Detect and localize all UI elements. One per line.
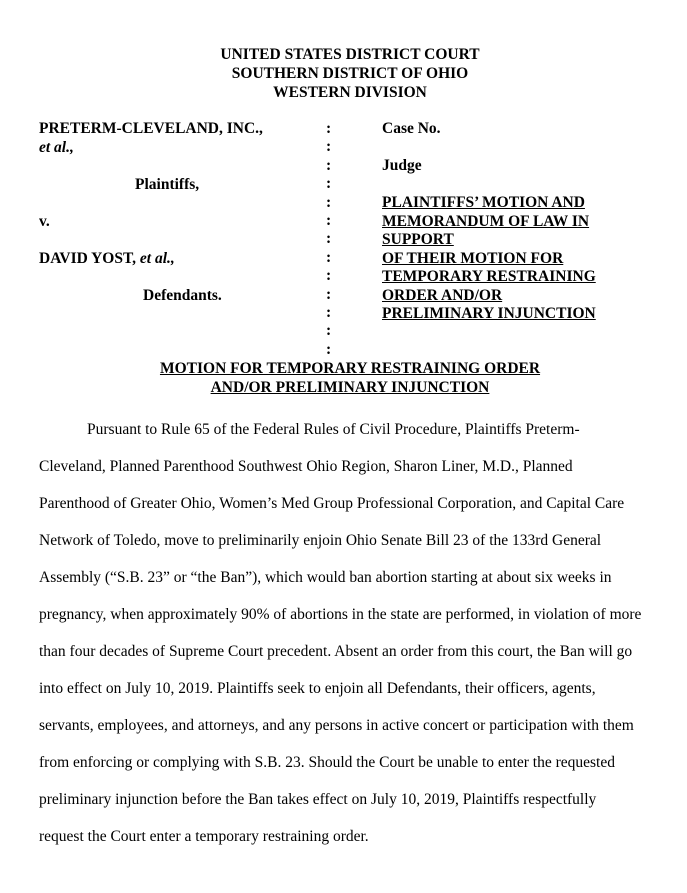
caption-colon: : <box>326 340 332 358</box>
caption-colon: : <box>326 248 332 266</box>
body-line: Pursuant to Rule 65 of the Federal Rules of Civil Procedure, Plaintiffs Preterm- <box>87 421 580 438</box>
body-line: from enforcing or complying with S.B. 23. Should the Court be unable to enter the requested <box>39 754 615 771</box>
document-title-line: ORDER AND/OR <box>382 286 503 304</box>
document-title-line: TEMPORARY RESTRAINING <box>382 268 596 285</box>
caption-spacer <box>382 176 622 195</box>
body-line: than four decades of Supreme Court precedent. Absent an order from this court, the Ban will go <box>39 643 633 660</box>
document-title <box>382 194 622 324</box>
motion-title-line: MOTION FOR TEMPORARY RESTRAINING ORDER <box>159 360 541 377</box>
body-line: pregnancy, when approximately 90% of abortions in the state are performed, in violation of more <box>39 606 642 623</box>
caption-colon: : <box>326 230 332 248</box>
defendant-line <box>39 250 319 269</box>
caption-spacer <box>39 157 319 176</box>
document-title-line: PLAINTIFFS’ MOTION AND <box>382 194 585 211</box>
judge-label: Judge <box>382 157 422 174</box>
motion-title-line: AND/OR PRELIMINARY INJUNCTION <box>210 379 490 396</box>
caption-parties <box>39 120 319 305</box>
caption-spacer <box>382 139 622 158</box>
caption-colon: : <box>326 175 332 193</box>
caption-colon: : <box>326 322 332 340</box>
caption-colon: : <box>326 156 332 174</box>
caption-spacer <box>39 231 319 250</box>
caption-case-info <box>382 120 622 324</box>
document-title-line: MEMORANDUM OF LAW IN <box>382 212 590 230</box>
motion-body-paragraph <box>39 411 679 855</box>
caption-colon: : <box>326 304 332 322</box>
body-line: preliminary injunction before the Ban takes effect on July 10, 2019, Plaintiffs respectfully <box>39 791 597 808</box>
body-line: Assembly (“S.B. 23” or “the Ban”), which would ban abortion starting at about six weeks in <box>39 569 612 586</box>
defendant-et-al: et al., <box>139 249 175 267</box>
body-line: Cleveland, Planned Parenthood Southwest Ohio Region, Sharon Liner, M.D., Planned <box>39 458 573 475</box>
caption-colon: : <box>326 285 332 303</box>
plaintiff-et-al: et al., <box>39 138 74 156</box>
body-line: Parenthood of Greater Ohio, Women’s Med Group Professional Corporation, and Capital Care <box>39 495 625 512</box>
court-header <box>0 45 687 102</box>
document-title-line: PRELIMINARY INJUNCTION <box>382 305 596 322</box>
body-line: Network of Toledo, move to preliminarily enjoin Ohio Senate Bill 23 of the 133rd General <box>39 532 602 549</box>
document-title-line: OF THEIR MOTION FOR <box>382 249 564 267</box>
caption-colon: : <box>326 120 332 137</box>
plaintiffs-label: Plaintiffs, <box>135 175 200 193</box>
document-title-line: SUPPORT <box>382 231 454 248</box>
defendants-label: Defendants. <box>143 286 222 304</box>
defendant-name: DAVID YOST, <box>39 249 140 267</box>
court-district: SOUTHERN DISTRICT OF OHIO <box>231 65 469 82</box>
motion-title <box>0 359 687 397</box>
caption-colon: : <box>326 138 332 156</box>
caption-colon: : <box>326 267 332 285</box>
body-line: request the Court enter a temporary restraining order. <box>39 828 369 845</box>
caption-spacer <box>39 194 319 213</box>
case-number-label: Case No. <box>382 120 441 137</box>
plaintiff-name: PRETERM-CLEVELAND, INC., <box>39 120 263 137</box>
caption-spacer <box>39 268 319 287</box>
body-line: into effect on July 10, 2019. Plaintiffs seek to enjoin all Defendants, their officers, agents, <box>39 680 596 697</box>
caption-colon: : <box>326 212 332 230</box>
court-division: WESTERN DIVISION <box>273 84 427 101</box>
caption-colon-column <box>326 120 336 359</box>
body-line: servants, employees, and attorneys, and any persons in active concert or participation with them <box>39 717 634 734</box>
versus-label: v. <box>39 212 50 230</box>
court-name: UNITED STATES DISTRICT COURT <box>220 46 480 63</box>
caption-colon: : <box>326 193 332 211</box>
